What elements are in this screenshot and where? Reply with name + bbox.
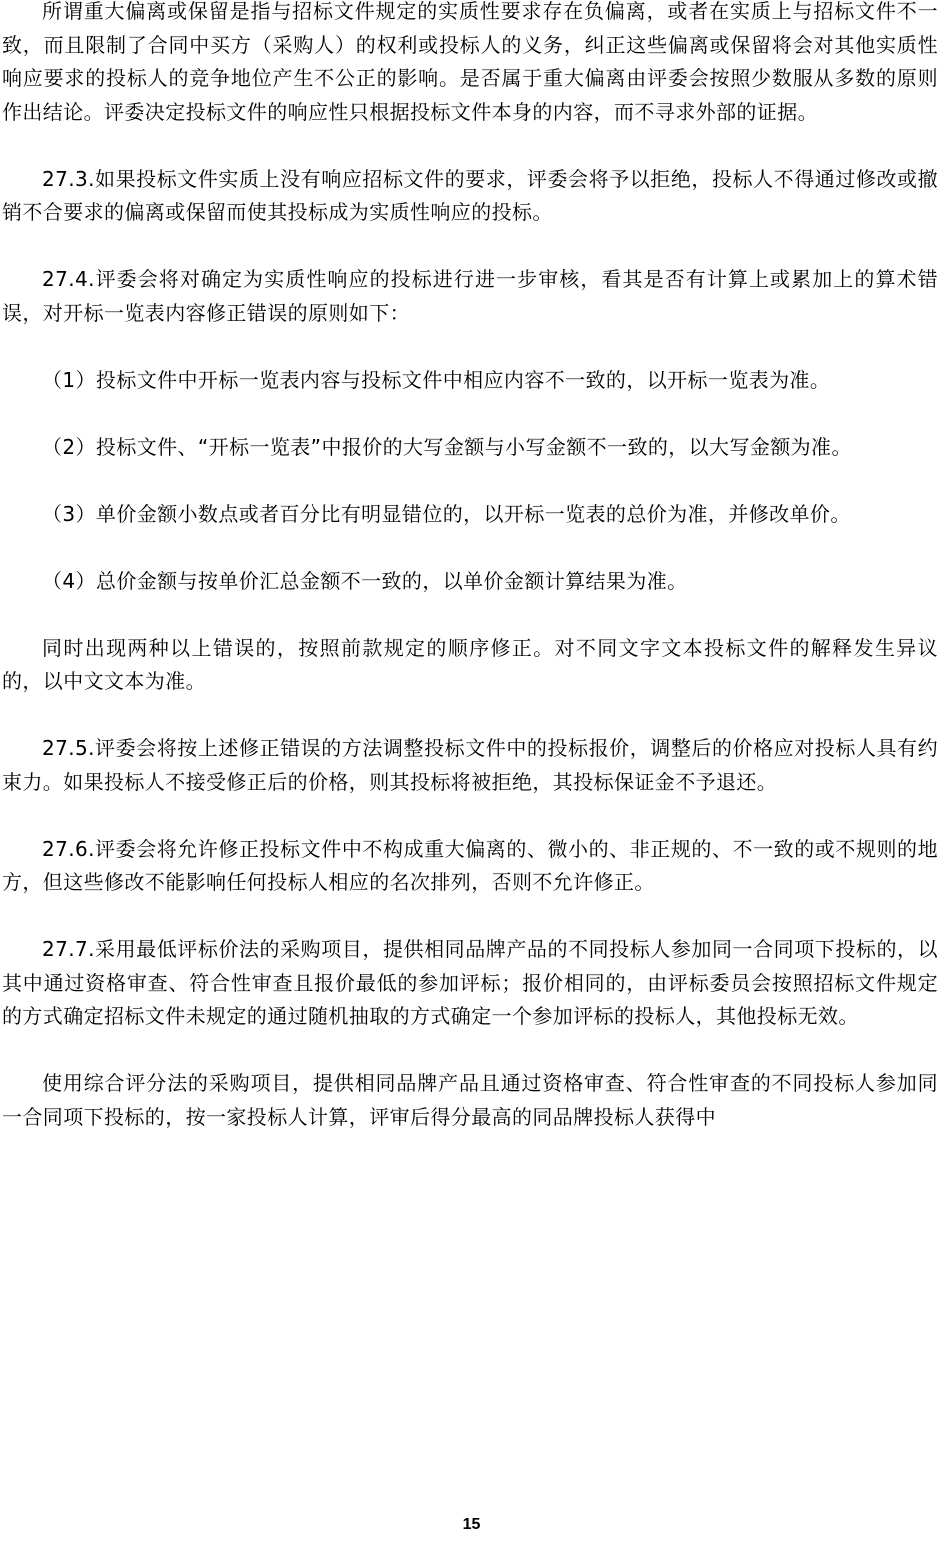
paragraph-27-6: 27.6.评委会将允许修正投标文件中不构成重大偏离的、微小的、非正规的、不一致的或不规则的地方，但这些修改不能影响任何投标人相应的名次排列，否则不允许修正。 [2,836,938,894]
paragraph-multiple-errors: 同时出现两种以上错误的，按照前款规定的顺序修正。对不同文字文本投标文件的解释发生异议的，以中文文本为准。 [2,635,938,693]
paragraph-comprehensive-scoring: 使用综合评分法的采购项目，提供相同品牌产品且通过资格审查、符合性审查的不同投标人参加同一合同项下投标的，按一家投标人计算，评审后得分最高的同品牌投标人获得中 [2,1071,938,1129]
paragraph-rule-3: （3）单价金额小数点或者百分比有明显错位的，以开标一览表的总价为准，并修改单价。 [42,501,851,526]
paragraph-major-deviation-definition: 所谓重大偏离或保留是指与招标文件规定的实质性要求存在负偏离，或者在实质上与招标文件不一致，而且限制了合同中买方（采购人）的权利或投标人的义务，纠正这些偏离或保留将会对其他实质性响应要求的投标人的竞争地位产生不公正的影响。是否属于重大偏离由评委会按照少数服从多数的原则作出结论。评委决定投标文件的响应性只根据投标文件本身的内容，而不寻求外部的证据。 [2,0,938,124]
paragraph-27-4: 27.4.评委会将对确定为实质性响应的投标进行进一步审核，看其是否有计算上或累加上的算术错误，对开标一览表内容修正错误的原则如下： [2,267,938,325]
paragraph-27-7: 27.7.采用最低评标价法的采购项目，提供相同品牌产品的不同投标人参加同一合同项下投标的，以其中通过资格审查、符合性审查且报价最低的参加评标；报价相同的，由评标委员会按照招标文件规定的方式确定招标文件未规定的通过随机抽取的方式确定一个参加评标的投标人，其他投标无效。 [2,937,938,1028]
paragraph-27-3: 27.3.如果投标文件实质上没有响应招标文件的要求，评委会将予以拒绝，投标人不得通过修改或撤销不合要求的偏离或保留而使其投标成为实质性响应的投标。 [2,166,938,224]
paragraph-rule-4: （4）总价金额与按单价汇总金额不一致的，以单价金额计算结果为准。 [42,568,688,593]
document-body [2,0,938,1134]
page-number: 15 [462,1516,481,1533]
paragraph-rule-2: （2）投标文件、“开标一览表”中报价的大写金额与小写金额不一致的，以大写金额为准。 [42,434,852,459]
paragraph-rule-1: （1）投标文件中开标一览表内容与投标文件中相应内容不一致的，以开标一览表为准。 [42,367,831,392]
paragraph-27-5: 27.5.评委会将按上述修正错误的方法调整投标文件中的投标报价，调整后的价格应对投标人具有约束力。如果投标人不接受修正后的价格，则其投标将被拒绝，其投标保证金不予退还。 [2,736,938,794]
